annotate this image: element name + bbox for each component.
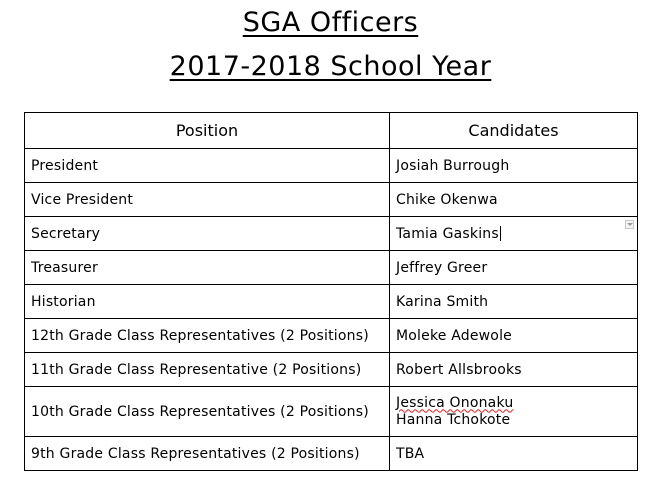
candidate-cell-active[interactable] (390, 217, 638, 251)
candidate-cell[interactable]: Moleke Adewole (390, 319, 638, 353)
candidate-cell[interactable]: Chike Okenwa (390, 183, 638, 217)
text-cursor (500, 226, 501, 241)
position-column-header[interactable]: Position (25, 113, 390, 149)
title-line-1: SGA Officers (242, 7, 419, 38)
small-dropdown-arrow-icon[interactable] (625, 220, 634, 229)
position-cell[interactable]: Historian (25, 285, 390, 319)
table-row (25, 217, 638, 251)
table-row (25, 183, 638, 217)
document-subtitle (0, 50, 661, 84)
candidate-cell[interactable]: TBA (390, 437, 638, 471)
candidate-cell[interactable]: Robert Allsbrooks (390, 353, 638, 387)
candidate-cell[interactable] (390, 387, 638, 437)
table-row (25, 387, 638, 437)
position-cell[interactable]: 11th Grade Class Representative (2 Positions) (25, 353, 390, 387)
table-header-row (25, 113, 638, 149)
candidate-cell[interactable]: Josiah Burrough (390, 149, 638, 183)
candidate-name: Tamia Gaskins (396, 225, 499, 242)
table-row (25, 149, 638, 183)
position-cell[interactable]: Secretary (25, 217, 390, 251)
position-cell[interactable]: 9th Grade Class Representatives (2 Positions) (25, 437, 390, 471)
table-row (25, 319, 638, 353)
candidates-column-header[interactable]: Candidates (390, 113, 638, 149)
document-title (0, 6, 661, 40)
position-cell[interactable]: Vice President (25, 183, 390, 217)
table-row (25, 353, 638, 387)
table-row (25, 285, 638, 319)
officers-table (24, 112, 638, 471)
table-row (25, 251, 638, 285)
title-line-2: 2017-2018 School Year (169, 51, 492, 82)
candidate-name: Hanna Tchokote (396, 411, 511, 428)
position-cell[interactable]: 10th Grade Class Representatives (2 Positions) (25, 387, 390, 437)
candidate-name: Jessica Ononaku (396, 394, 514, 411)
candidate-cell[interactable]: Jeffrey Greer (390, 251, 638, 285)
candidate-cell[interactable]: Karina Smith (390, 285, 638, 319)
table-row (25, 437, 638, 471)
position-cell[interactable]: Treasurer (25, 251, 390, 285)
position-cell[interactable]: 12th Grade Class Representatives (2 Positions) (25, 319, 390, 353)
position-cell[interactable]: President (25, 149, 390, 183)
